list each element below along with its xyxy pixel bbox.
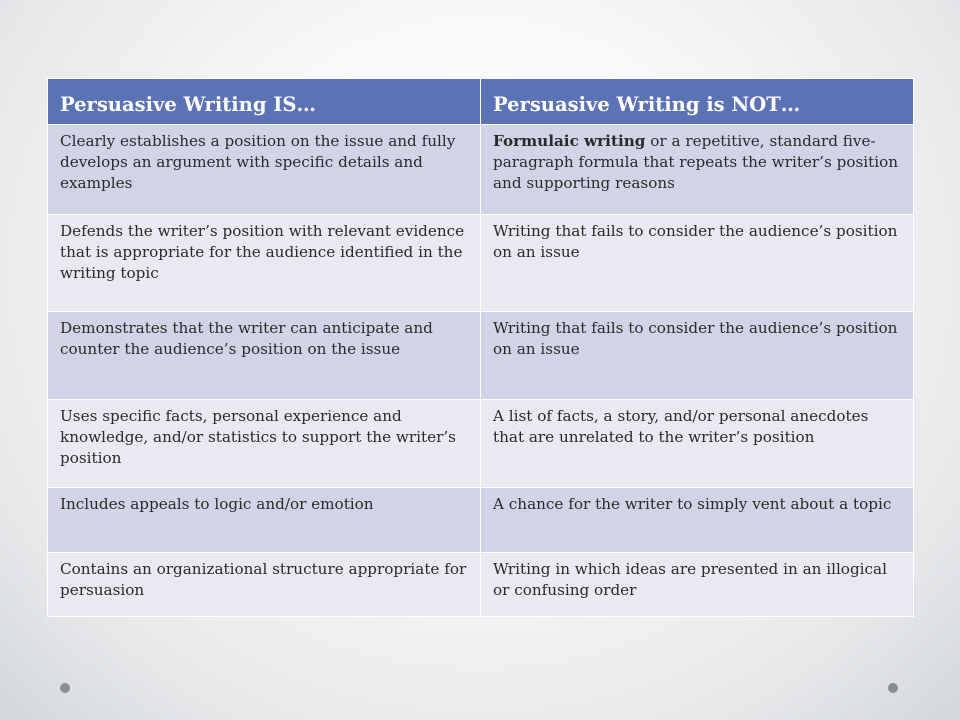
not-cell: Writing that fails to consider the audience’s position on an issue — [481, 215, 914, 312]
table-row — [48, 488, 914, 553]
comparison-table — [47, 78, 914, 617]
table-row — [48, 215, 914, 312]
table-row — [48, 400, 914, 488]
header-is-not: Persuasive Writing is NOT… — [481, 79, 914, 125]
table-row — [48, 125, 914, 215]
table-row — [48, 553, 914, 617]
is-cell: Contains an organizational structure appropriate for persuasion — [48, 553, 481, 617]
not-cell: Writing that fails to consider the audience’s position on an issue — [481, 312, 914, 400]
not-cell — [481, 125, 914, 215]
header-is: Persuasive Writing IS… — [48, 79, 481, 125]
not-cell: A list of facts, a story, and/or personal anecdotes that are unrelated to the writer’s position — [481, 400, 914, 488]
is-cell: Defends the writer’s position with relevant evidence that is appropriate for the audience identified in the writing topic — [48, 215, 481, 312]
table-header-row — [48, 79, 914, 125]
not-cell-text: or a repetitive, standard five- paragraph formula that repeats the writer’s position and supporting reasons — [493, 132, 899, 192]
is-cell: Clearly establishes a position on the issue and fully develops an argument with specific details and examples — [48, 125, 481, 215]
not-cell: A chance for the writer to simply vent about a topic — [481, 488, 914, 553]
table-row — [48, 312, 914, 400]
not-cell-bold-lead: Formulaic writing — [493, 132, 646, 150]
slide-corner-dot-right — [888, 683, 898, 693]
is-cell: Includes appeals to logic and/or emotion — [48, 488, 481, 553]
slide-corner-dot-left — [60, 683, 70, 693]
not-cell: Writing in which ideas are presented in an illogical or confusing order — [481, 553, 914, 617]
is-cell: Demonstrates that the writer can anticipate and counter the audience’s position on the issue — [48, 312, 481, 400]
is-cell: Uses specific facts, personal experience and knowledge, and/or statistics to support the writer’s position — [48, 400, 481, 488]
